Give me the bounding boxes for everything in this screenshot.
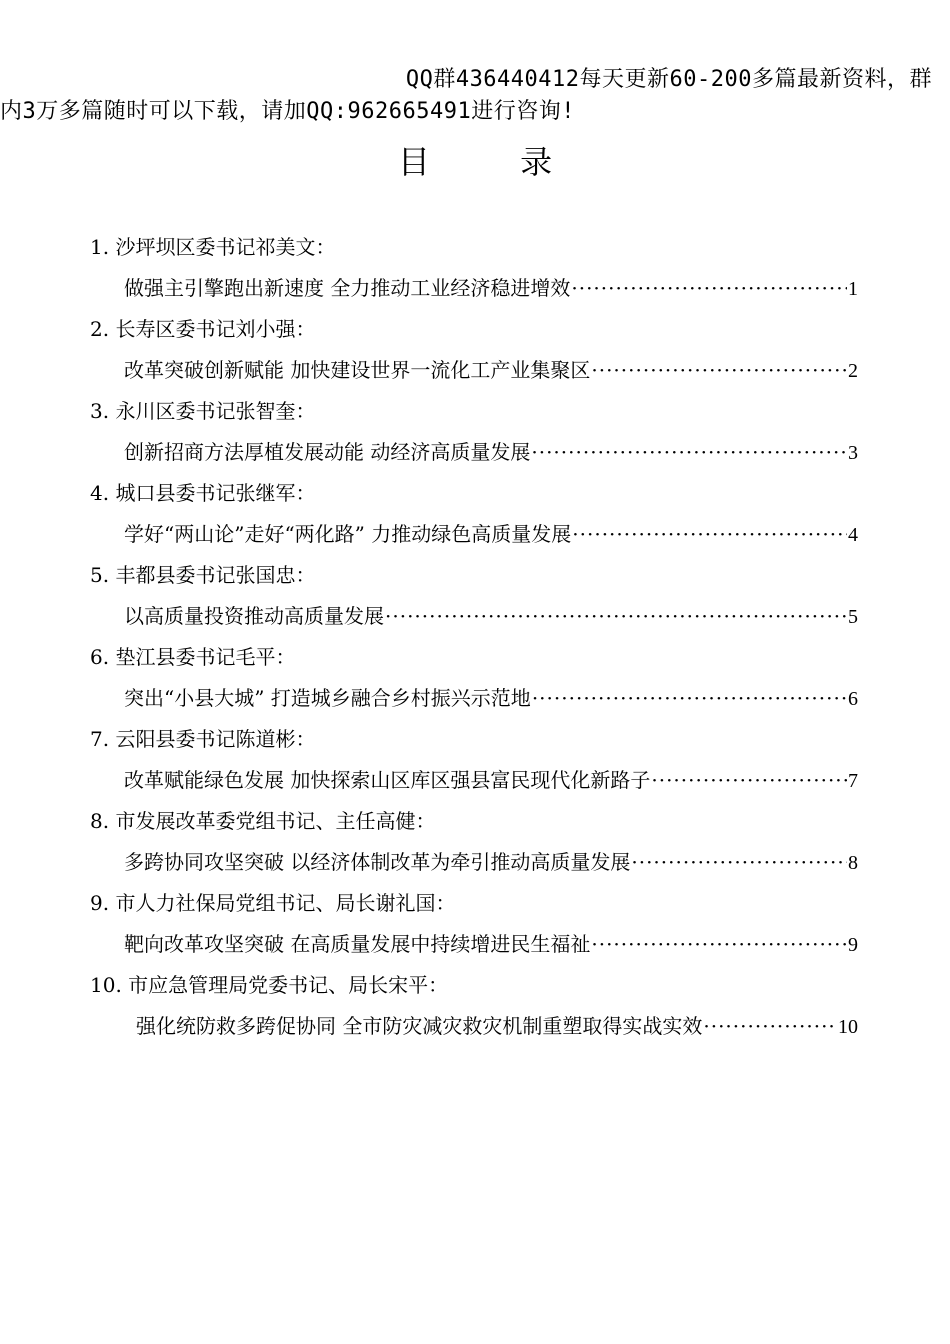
toc-entry-line[interactable] xyxy=(124,929,858,960)
toc-entry-line[interactable] xyxy=(136,1011,858,1042)
toc-entry-line[interactable] xyxy=(124,683,858,714)
toc-entry xyxy=(0,308,950,390)
toc-entry-author: 沙坪坝区委书记祁美文： xyxy=(115,235,336,259)
toc-entry-heading xyxy=(90,232,335,262)
toc-entry-heading xyxy=(90,642,295,672)
toc-leader-dots xyxy=(591,929,847,959)
toc-entry-author: 市应急管理局党委书记、局长宋平： xyxy=(128,973,449,997)
toc-entry-number: 10. xyxy=(90,973,122,997)
toc-entry-heading xyxy=(90,970,448,1000)
toc-entry xyxy=(0,554,950,636)
toc-entry-author: 垫江县委书记毛平： xyxy=(115,645,296,669)
toc-entry xyxy=(0,964,950,1046)
toc-page-number: 8 xyxy=(848,852,858,874)
toc-leader-dots xyxy=(651,765,847,795)
toc-entry xyxy=(0,390,950,472)
toc-entry-number: 9. xyxy=(90,891,110,915)
toc-entry-heading xyxy=(90,478,315,508)
toc-leader-dots xyxy=(532,683,847,713)
toc-entry xyxy=(0,472,950,554)
toc-entry-author: 永川区委书记张智奎： xyxy=(115,399,316,423)
toc-entry-title: 突出“小县大城” 打造城乡融合乡村振兴示范地 xyxy=(124,686,531,710)
table-of-contents xyxy=(0,226,950,1046)
toc-leader-dots xyxy=(703,1011,837,1041)
toc-entry-title: 多跨协同攻坚突破 以经济体制改革为牵引推动高质量发展 xyxy=(124,850,631,874)
toc-entry-line[interactable] xyxy=(124,519,858,550)
toc-leader-dots xyxy=(531,437,847,467)
toc-entry-number: 1. xyxy=(90,235,110,259)
toc-entry-title: 以高质量投资推动高质量发展 xyxy=(124,604,384,628)
download-notice xyxy=(0,64,932,128)
notice-line-1: QQ群436440412每天更新60-200多篇最新资料，群 xyxy=(405,67,932,92)
toc-leader-dots xyxy=(571,273,847,303)
toc-entry-number: 7. xyxy=(90,727,110,751)
toc-entry-heading xyxy=(90,314,315,344)
toc-page-number: 6 xyxy=(848,688,858,710)
toc-title: 目 录 xyxy=(397,143,593,181)
toc-entry-author: 市发展改革委党组书记、主任高健： xyxy=(115,809,436,833)
toc-leader-dots xyxy=(631,847,847,877)
notice-line-2: 内3万多篇随时可以下载，请加QQ:962665491进行咨询! xyxy=(0,99,575,124)
toc-entry-author: 长寿区委书记刘小强： xyxy=(115,317,316,341)
toc-entry-title: 学好“两山论”走好“两化路” 力推动绿色高质量发展 xyxy=(124,522,572,546)
toc-entry-line[interactable] xyxy=(124,847,858,878)
toc-entry-heading xyxy=(90,560,315,590)
toc-entry xyxy=(0,636,950,718)
toc-entry xyxy=(0,226,950,308)
toc-entry-number: 4. xyxy=(90,481,110,505)
toc-entry-number: 6. xyxy=(90,645,110,669)
toc-entry-line[interactable] xyxy=(124,355,858,386)
toc-page-number: 3 xyxy=(848,442,858,464)
toc-page-number: 10 xyxy=(838,1016,858,1038)
toc-page-number: 4 xyxy=(848,524,858,546)
toc-entry-number: 5. xyxy=(90,563,110,587)
toc-page-number: 2 xyxy=(848,360,858,382)
toc-entry xyxy=(0,882,950,964)
toc-entry-heading xyxy=(90,724,315,754)
toc-entry-author: 丰都县委书记张国忠： xyxy=(115,563,316,587)
toc-entry-title: 改革赋能绿色发展 加快探索山区库区强县富民现代化新路子 xyxy=(124,768,651,792)
toc-page-number: 1 xyxy=(848,278,858,300)
toc-entry-title: 强化统防救多跨促协同 全市防灾减灾救灾机制重塑取得实战实效 xyxy=(136,1014,703,1038)
toc-entry-title: 改革突破创新赋能 加快建设世界一流化工产业集聚区 xyxy=(124,358,591,382)
toc-entry xyxy=(0,718,950,800)
toc-leader-dots xyxy=(572,519,847,549)
toc-entry-author: 城口县委书记张继军： xyxy=(115,481,316,505)
toc-leader-dots xyxy=(591,355,847,385)
toc-entry-line[interactable] xyxy=(124,601,858,632)
toc-entry-line[interactable] xyxy=(124,765,858,796)
toc-entry-number: 8. xyxy=(90,809,110,833)
toc-page-number: 7 xyxy=(848,770,858,792)
toc-entry-number: 3. xyxy=(90,399,110,423)
toc-entry-heading xyxy=(90,888,455,918)
toc-page-number: 5 xyxy=(848,606,858,628)
toc-entry-heading xyxy=(90,396,315,426)
toc-entry-title: 创新招商方法厚植发展动能 动经济高质量发展 xyxy=(124,440,531,464)
toc-entry-author: 市人力社保局党组书记、局长谢礼国： xyxy=(115,891,456,915)
toc-leader-dots xyxy=(385,601,847,631)
toc-entry-line[interactable] xyxy=(124,273,858,304)
toc-page-number: 9 xyxy=(848,934,858,956)
toc-entry-author: 云阳县委书记陈道彬： xyxy=(115,727,316,751)
toc-entry-title: 做强主引擎跑出新速度 全力推动工业经济稳进增效 xyxy=(124,276,571,300)
toc-entry xyxy=(0,800,950,882)
toc-entry-heading xyxy=(90,806,435,836)
toc-entry-line[interactable] xyxy=(124,437,858,468)
toc-entry-number: 2. xyxy=(90,317,110,341)
toc-entry-title: 靶向改革攻坚突破 在高质量发展中持续增进民生福祉 xyxy=(124,932,591,956)
